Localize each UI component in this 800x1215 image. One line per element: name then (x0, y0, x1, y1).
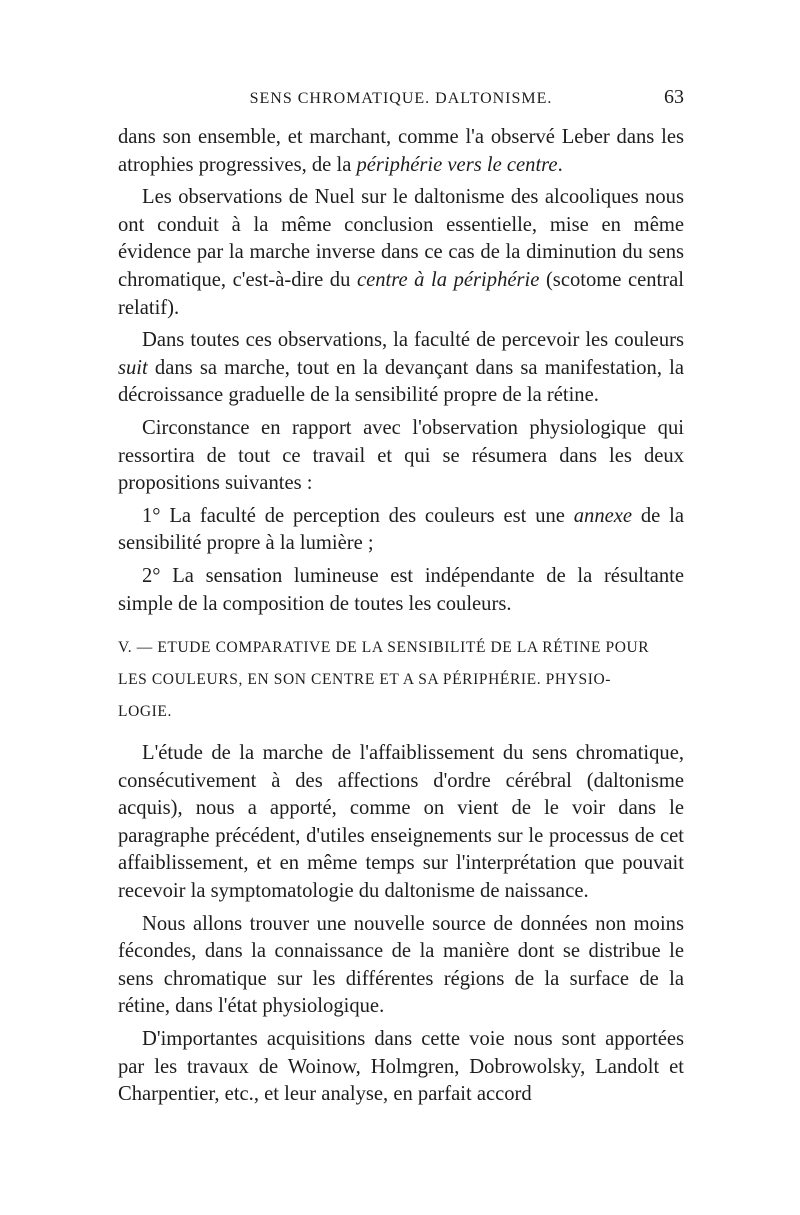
paragraph-continuation: dans son ensemble, et marchant, comme l'a observé Leber dans les atrophies progressives, de la périphérie vers le centre. (118, 126, 684, 176)
italic-phrase: périphérie vers le centre (356, 153, 558, 176)
section-heading-line: LOGIE. (118, 703, 172, 721)
section-heading-line: LES COULEURS, EN SON CENTRE ET A SA PÉRIPHÉRIE. PHYSIO- (118, 671, 612, 689)
paragraph-nuel-observations: Les observations de Nuel sur le daltonisme des alcooliques nous ont conduit à la même conclusion essentielle, mise en même évidence par la marche inverse dans ce cas de la diminution du sens chromatique, c'est-à-dire du centre à la périphérie (scotome central relatif). (118, 186, 685, 319)
paragraph-circumstance: Circonstance en rapport avec l'observation physiologique qui ressortira de tout ce travail et qui se résumera dans les deux propositions suivantes : (118, 416, 684, 495)
paragraph-study: L'étude de la marche de l'affaiblissement du sens chromatique, consécutivement à des affections d'ordre cérébral (daltonisme acquis), nous a apporté, comme on vient de le voir dans le paragraphe précédent, d'utiles enseignements sur le processus de cet affaiblissement, et en même temps sur l'interprétation que pouvait recevoir la symptomatologie du daltonisme de naissance. (118, 742, 684, 903)
proposition-2: 2° La sensation lumineuse est indépendante de la résultante simple de la composition de toutes les couleurs. (118, 564, 684, 615)
running-title: SENS CHROMATIQUE. DALTONISME. (249, 90, 553, 107)
section-heading-line: V. — ETUDE COMPARATIVE DE LA SENSIBILITÉ DE LA RÉTINE POUR (118, 639, 650, 657)
paragraph-new-source: Nous allons trouver une nouvelle source de données non moins fécondes, dans la connaissance de la manière dont se distribue le sens chromatique sur les différentes régions de la surface de la rétine, dans l'état physiologique. (118, 912, 684, 1018)
section-heading (118, 632, 684, 728)
paragraph-faculty: Dans toutes ces observations, la faculté de percevoir les couleurs suit dans sa marche, tout en la devançant dans sa manifestation, la décroissance graduelle de la sensibilité propre de la rétine. (118, 329, 684, 407)
page-header (118, 86, 684, 120)
page-number: 63 (664, 86, 684, 108)
italic-phrase: centre à la périphérie (356, 268, 540, 291)
italic-word: suit (118, 356, 148, 379)
proposition-1: 1° La faculté de perception des couleurs est une annexe de la sensibilité propre à la lumière ; (118, 504, 684, 555)
italic-word: annexe (573, 504, 633, 527)
body-text (118, 124, 684, 1114)
paragraph-acquisitions: D'importantes acquisitions dans cette voie nous sont apportées par les travaux de Woinow, Holmgren, Dobrowolsky, Landolt et Charpentier, etc., et leur analyse, en parfait accord (118, 1028, 684, 1106)
